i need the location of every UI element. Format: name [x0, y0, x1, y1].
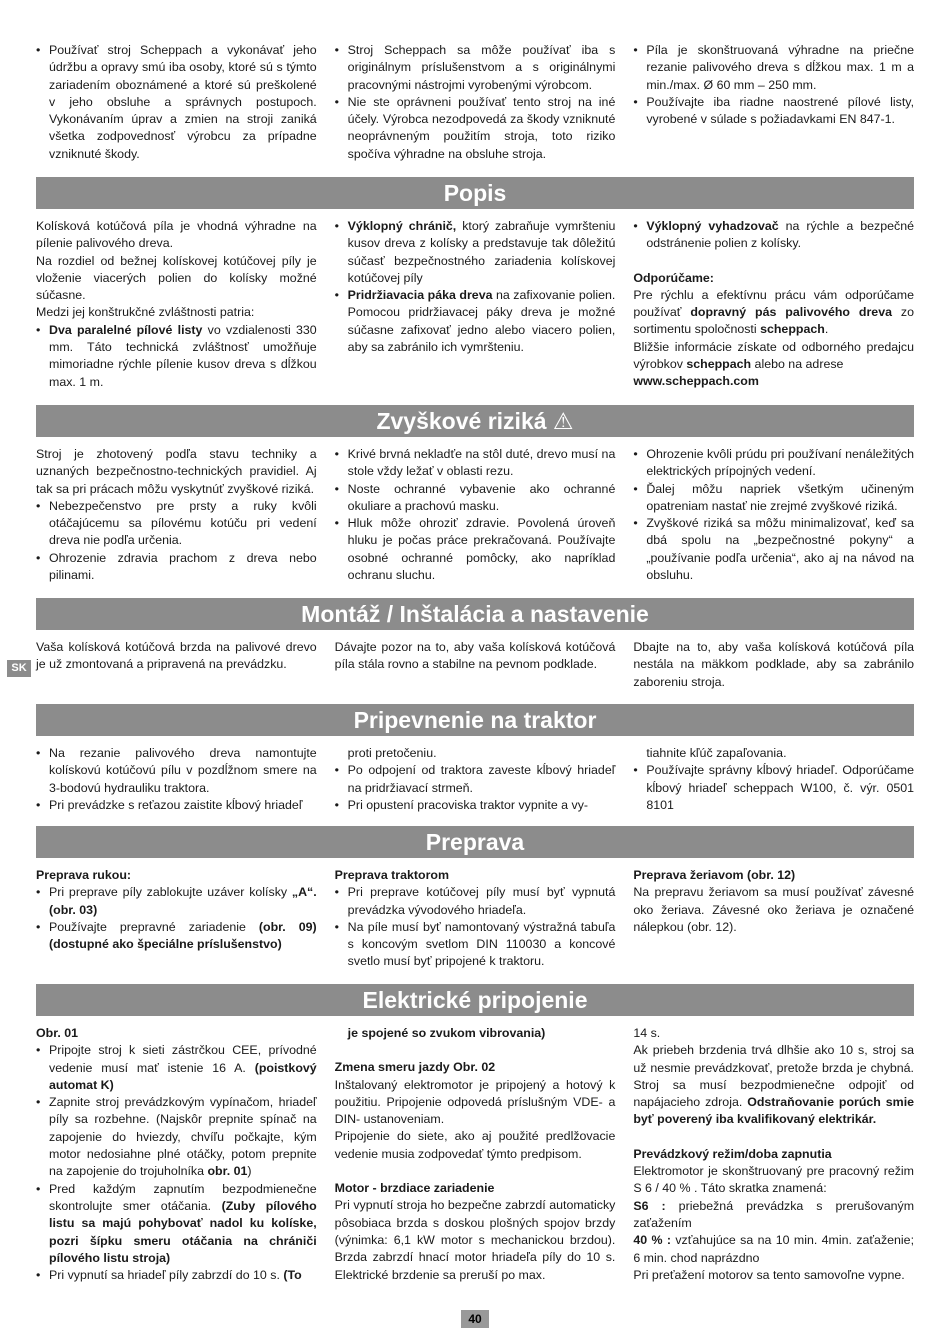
intro-col-1: [36, 42, 317, 163]
list-item: • Zapnite stroj prevádzkovým vypínačom, hriadeľ píly sa rozbehne. (Najskôr prepnite spínač na zapojenie do hviezdy, chvíľu počkajte, kým motor nedosiahne plné otáčky, potom prepnite na zapojenie do trojuholníka obr. 01): [36, 1094, 317, 1180]
page-number: 40: [461, 1310, 489, 1328]
subheading: Preprava žeriavom (obr. 12): [633, 868, 796, 882]
subheading: Obr. 01: [36, 1026, 79, 1040]
section-heading-elektro: Elektrické pripojenie: [36, 984, 914, 1016]
paragraph: 40 % : vzťahujúce sa na 10 min. 4min. zaťaženie; 6 min. chod naprázdno: [633, 1233, 915, 1265]
popis-section: [36, 218, 914, 391]
popis-col-3: [633, 218, 914, 391]
list-item: • Výklopný vyhadzovač na rýchle a bezpečné odstránenie polien z kolísky.: [633, 218, 914, 253]
list-item: • Ohrozenie kvôli prúdu pri používaní nenáležitých elektrických prípojných vedení.: [633, 446, 914, 481]
subheading: Preprava rukou:: [36, 868, 132, 882]
paragraph: S6 : priebežná prevádzka s prerušovaným zaťažením: [633, 1198, 915, 1230]
elektro-col-3: [633, 1025, 914, 1284]
traktor-col-2: [335, 745, 616, 814]
paragraph: Dbajte na to, aby vaša kolísková kotúčová píla nestála na mäkkom podklade, aby sa zabránilo zaboreniu stroja.: [633, 640, 915, 689]
section-heading-preprava: Preprava: [36, 826, 914, 858]
montaz-section: [36, 639, 914, 691]
paragraph: Pri vypnutí stroja ho bezpečne zabrzdí automaticky pôsobiaca brzda s doskou plošných spojov brzdy (výnimka: 6,1 kW motor s mechanickou brzdou). Brzda zabrzdí hnací motor hriadeľa píly do 10 s. Elektrické brzdenie sa preruší po max.: [334, 1198, 616, 1282]
list-item: • Hluk môže ohroziť zdravie. Povolená úroveň hluku je počas práce prekračovaná. Používajte osobné ochranné pomôcky, ako napríklad ochranu sluchu.: [335, 515, 616, 584]
list-item: • Po odpojení od traktora zaveste kĺbový hriadeľ na pridržiavací strmeň.: [335, 762, 616, 797]
subheading: Odporúčame:: [633, 270, 714, 285]
list-item: • Používať stroj Scheppach a vykonávať jeho údržbu a opravy smú iba osoby, ktoré sú s týmto zariadením oboznámené a ktoré sú preškolené v jeho obsluhe a správnych postupoch. Vykonávaním úprav a zmien na stroji zaniká všetka zodpovednosť výrobcu za prípadne vzniknuté škody.: [36, 42, 317, 163]
list-item: • Pri vypnutí sa hriadeľ píly zabrzdí do 10 s. (To: [36, 1267, 317, 1284]
list-item: • Ďalej môžu napriek všetkým učineným opatreniam nastať nie zrejmé zvyškové riziká.: [633, 481, 914, 516]
rizika-col-3: [633, 446, 914, 584]
subheading: Motor - brzdiace zariadenie: [334, 1181, 495, 1196]
subheading: Preprava traktorom: [334, 868, 449, 882]
list-item: • Krivé brvná nekladťe na stôl duté, drevo musí na stole vždy ležať v oblasti rezu.: [335, 446, 616, 481]
paragraph: Dávajte pozor na to, aby vaša kolísková kotúčová píla stála rovno a stabilne na pevnom podklade.: [334, 640, 616, 672]
list-item: • Používajte prepravné zariadenie (obr. 09) (dostupné ako špeciálne príslušenstvo): [36, 919, 317, 954]
popis-col-1: [36, 218, 317, 391]
traktor-col-3: [633, 745, 914, 814]
elektro-col-1: [36, 1025, 317, 1284]
list-item: • Nie ste oprávneni používať tento stroj na iné účely. Výrobca nezodpovedá za škody vzniknuté neoprávneným použitím stroja, toto riziko spočíva výhradne na obsluhe stroja.: [335, 94, 616, 163]
paragraph: Pripojenie do siete, ako aj použité predlžovacie vedenie musia zodpovedať týmto predpisom.: [334, 1129, 616, 1161]
list-item: • Zvyškové riziká sa môžu minimalizovať, keď sa dbá spolu na „bezpečnostné pokyny“ a „používanie podľa určenia“, ako aj na návod na obsluhu.: [633, 515, 914, 584]
list-item: • Stroj Scheppach sa môže používať iba s originálnym príslušenstvom a s originálnymi pracovnými nástrojmi vyrobenými výrobcom.: [335, 42, 616, 94]
preprava-col-2: [335, 867, 616, 971]
paragraph: Bližšie informácie získate od odborného predajcu výrobkov scheppach alebo na adrese: [633, 339, 915, 372]
paragraph: Medzi jej konštrukčné zvláštnosti patria:: [36, 305, 255, 320]
preprava-col-3: [633, 867, 914, 971]
paragraph: Na rozdiel od bežnej kolískovej kotúčovej píly je vloženie viacerých polien do kolísky možné súčasne.: [36, 253, 317, 303]
intro-col-2: [335, 42, 616, 163]
montaz-col-1: [36, 639, 317, 691]
list-item: tiahnite kľúč zapaľovania.: [646, 746, 787, 760]
popis-col-2: [335, 218, 616, 391]
preprava-col-1: [36, 867, 317, 971]
paragraph: Elektromotor je skonštruovaný pre pracovný režim S 6 / 40 % . Táto skratka znamená:: [633, 1164, 915, 1196]
list-item: • Používajte správny kĺbový hriadeľ. Odporúčame kĺbový hriadeľ scheppach W100, č. výr. 0501 8101: [633, 762, 914, 814]
preprava-section: [36, 867, 914, 971]
intro-col-3: [633, 42, 914, 163]
paragraph: Pre rýchlu a efektívnu prácu vám odporúčame používať dopravný pás palivového dreva zo sortimentu spoločnosti scheppach.: [633, 287, 915, 337]
rizika-section: [36, 446, 914, 584]
montaz-col-2: [335, 639, 616, 691]
section-heading-rizika: Zvyškové riziká ⚠: [36, 405, 914, 437]
website-link[interactable]: www.scheppach.com: [633, 374, 759, 389]
subheading: Prevádzkový režim/doba zapnutia: [633, 1146, 832, 1161]
list-item: • Výklopný chránič, ktorý zabraňuje vymršteniu kusov dreva z kolísky a predstavuje tak dôležitú súčasť bezpečnostného zariadenia kolískovej kotúčovej píly: [335, 218, 616, 287]
section-heading-montaz: Montáž / Inštalácia a nastavenie: [36, 598, 914, 630]
list-item: • Píla je skonštruovaná výhradne na priečne rezanie palivového dreva s dĺžkou max. 1 m a min./max. Ø 60 mm – 250 mm.: [633, 42, 914, 94]
list-item: proti pretočeniu.: [347, 746, 437, 760]
paragraph: Kolísková kotúčová píla je vhodná výhradne na pílenie palivového dreva.: [36, 219, 317, 251]
paragraph: Stroj je zhotovený podľa stavu techniky a uznaných bezpečnostno-technických pravidiel. Aj tak sa pri prácach môžu vyskytnúť zvyškové riziká.: [36, 447, 317, 496]
rizika-col-2: [335, 446, 616, 584]
list-item: • Pridržiavacia páka dreva na zafixovanie polien. Pomocou pridržiavacej páky dreva je možné súčasne zafixovať jedno alebo viacero polien, aby sa zabránilo ich vymršteniu.: [335, 287, 616, 356]
subheading: Zmena smeru jazdy Obr. 02: [334, 1060, 496, 1075]
paragraph: Ak priebeh brzdenia trvá dlhšie ako 10 s, stroj sa už nesmie prevádzkovať, pretože brzda je chybná. Stroj sa musí bezpodmienečne odpojiť od napájacieho zdroja. Odstraňovanie porúch smie byť poverený iba kvalifikovaný elektrikár.: [633, 1043, 915, 1127]
list-item: • Noste ochranné vybavenie ako ochranné okuliare a prachovú masku.: [335, 481, 616, 516]
paragraph: Pri preťažení motorov sa tento samovoľne vypne.: [633, 1267, 905, 1282]
paragraph: 14 s.: [633, 1026, 661, 1040]
list-item: • Dva paralelné pílové listy vo vzdialenosti 330 mm. Táto technická zvláštnosť umožňuje mimoriadne rýchle pílenie kusov dreva s dĺžkou max. 1 m.: [36, 322, 317, 391]
paragraph: Vaša kolísková kotúčová brzda na palivové drevo je už zmontovaná a pripravená na prevádzku.: [36, 640, 317, 672]
language-tab: SK: [7, 660, 31, 677]
rizika-col-1: [36, 446, 317, 584]
paragraph: Na prepravu žeriavom sa musí používať závesné oko žeriava. Závesné oko žeriava je označené nálepkou (obr. 12).: [633, 885, 915, 934]
traktor-col-1: [36, 745, 317, 814]
list-item: • Pri opustení pracoviska traktor vypnite a vy-: [335, 797, 616, 814]
list-item: • Pred každým zapnutím bezpodmienečne skontrolujte smer otáčania. (Zuby pílového listu sa majú pohybovať nadol ku kolíske, pozri šípku smeru otáčania na chrániči pílového listu stroja): [36, 1181, 317, 1267]
intro-section: [36, 42, 914, 163]
list-item: • Pripojte stroj k sieti zástrčkou CEE, prívodné vedenie musí mať istenie 16 A. (poistkový automat K): [36, 1042, 317, 1094]
list-item: • Pri prevádzke s reťazou zaistite kĺbový hriadeľ: [36, 797, 317, 814]
traktor-section: [36, 745, 914, 814]
paragraph: Inštalovaný elektromotor je pripojený a hotový k použitiu. Pripojenie odpovedá príslušným VDE- a DIN- ustanoveniam.: [334, 1077, 616, 1127]
list-item: je spojené so zvukom vibrovania): [347, 1026, 546, 1040]
elektro-section: [36, 1025, 914, 1284]
montaz-col-3: [633, 639, 914, 691]
list-item: • Pri preprave kotúčovej píly musí byť vypnutá prevádzka vývodového hriadeľa.: [335, 884, 616, 919]
list-item: • Nebezpečenstvo pre prsty a ruky kvôli otáčajúcemu sa pílovému kotúču pri vedení dreva nie podľa určenia.: [36, 498, 317, 550]
elektro-col-2: [335, 1025, 616, 1284]
list-item: • Ohrozenie zdravia prachom z dreva nebo pilinami.: [36, 550, 317, 585]
section-heading-traktor: Pripevnenie na traktor: [36, 704, 914, 736]
section-heading-popis: Popis: [36, 177, 914, 209]
list-item: • Na píle musí byť namontovaný výstražná tabuľa s koncovým svetlom DIN 110030 a koncové svetlo musí byť pripojené k traktoru.: [335, 919, 616, 971]
list-item: • Používajte iba riadne naostrené pílové listy, vyrobené v súlade s požiadavkami EN 847-1.: [633, 94, 914, 129]
list-item: • Pri preprave píly zablokujte uzáver kolísky „A“. (obr. 03): [36, 884, 317, 919]
list-item: • Na rezanie palivového dreva namontujte kolískovú kotúčovú pílu v pozdĺžnom smere na 3-bodovú hydrauliku traktora.: [36, 745, 317, 797]
